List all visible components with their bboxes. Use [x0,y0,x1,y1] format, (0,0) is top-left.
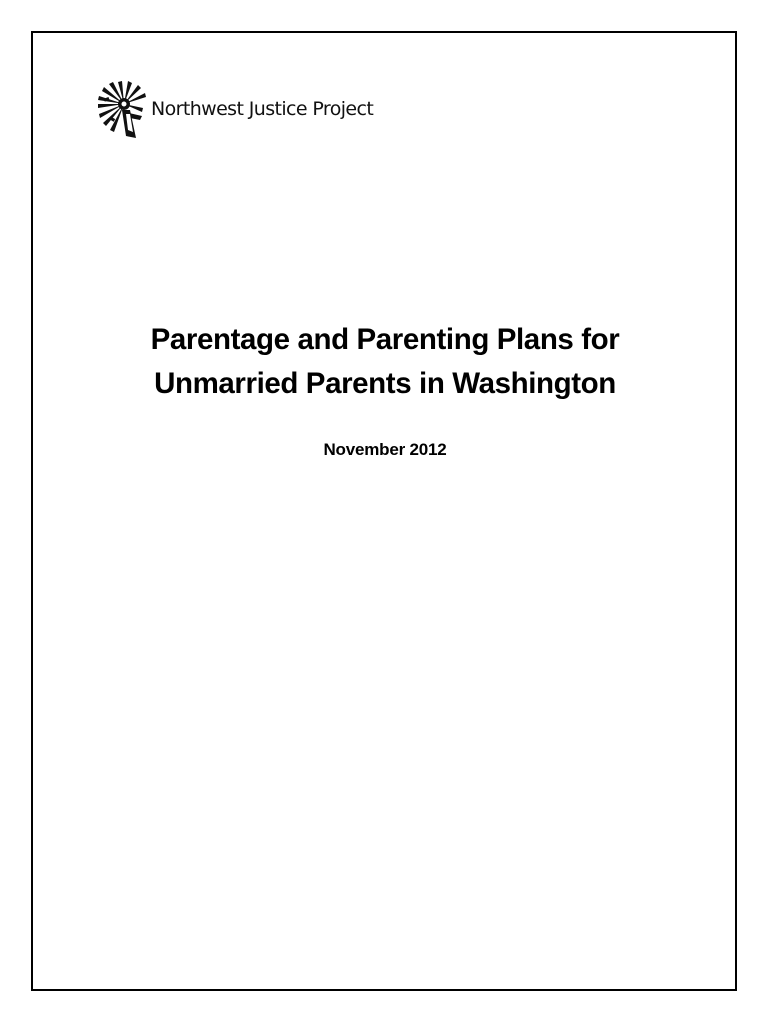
page-border [31,31,737,991]
document-title-line-1: Parentage and Parenting Plans for [150,323,620,356]
document-title [0,318,770,406]
organization-logo [96,80,396,142]
document-title-line-2: Unmarried Parents in Washington [154,367,616,400]
organization-name: Northwest Justice Project [151,98,374,120]
sunburst-logo-icon [96,80,158,142]
document-date: November 2012 [323,440,447,459]
